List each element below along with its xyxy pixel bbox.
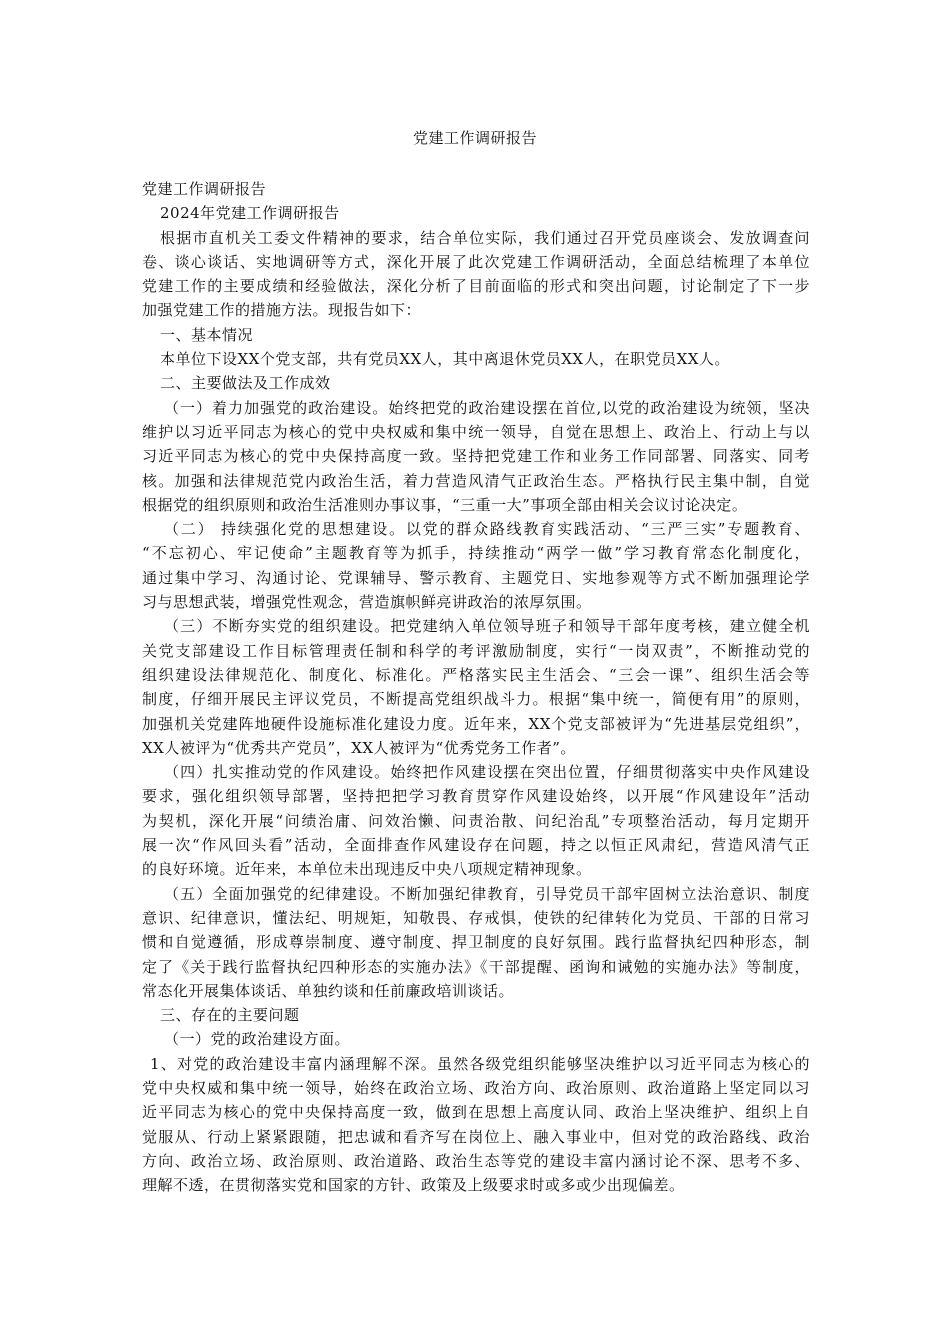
text-line: 觉服从、行动上紧紧跟随，把忠诚和看齐写在岗位上、融入事业中，但对党的政治路线、政治 — [142, 1127, 810, 1146]
text-line: 习与思想武装，增强党性观念，营造旗帜鲜亮讲政治的浓厚氛围。 — [142, 593, 592, 612]
text-line: 1、对党的政治建设丰富内涵理解不深。虽然各级党组织能够坚决维护以习近平同志为核心的 — [150, 1054, 810, 1073]
document-title: 党建工作调研报告 — [412, 129, 537, 147]
text-line: 常态化开展集体谈话、单独约谈和任前廉政培训谈话。 — [142, 981, 515, 1000]
text-line: 党中央权威和集中统一领导，始终在政治立场、政治方向、政治原则、政治道路上坚定同以习 — [142, 1078, 810, 1097]
text-line: 惯和自觉遵循，形成尊崇制度、遵守制度、捍卫制度的良好氛围。践行监督执纪四种形态，制 — [142, 933, 810, 952]
text-line: 维护以习近平同志为核心的党中央权威和集中统一领导，自觉在思想上、政治上、行动上与以 — [142, 422, 810, 441]
text-line: （一）着力加强党的政治建设。始终把党的政治建设摆在首位,以党的政治建设为统领，坚决 — [164, 398, 810, 417]
text-line: 近平同志为核心的党中央保持高度一致，做到在思想上高度认同、政治上坚决维护、组织上自 — [142, 1103, 810, 1122]
document-body — [142, 177, 810, 1197]
text-line: 习近平同志为核心的党中央保持高度一致。坚持把党建工作和业务工作同部署、同落实、同考 — [142, 447, 810, 466]
text-line: 展一次“作风回头看”活动，全面排查作风建设存在问题，持之以恒正风肃纪，营造风清气正 — [142, 836, 810, 855]
text-line: （二） 持续强化党的思想建设。以党的群众路线教育实践活动、“三严三实”专题教育、 — [164, 520, 810, 539]
text-line: （五）全面加强党的纪律建设。不断加强纪律教育，引导党员干部牢固树立法治意识、制度 — [164, 884, 810, 903]
text-line: 制度，仔细开展民主评议党员，不断提高党组织战斗力。根据“集中统一，简便有用”的原则， — [142, 690, 810, 709]
text-line: 要求，强化组织领导部署，坚持把把学习教育贯穿作风建设始终，以开展“作风建设年”活动 — [142, 787, 810, 806]
text-line: 一、基本情况 — [160, 325, 254, 344]
text-line: 二、主要做法及工作成效 — [160, 374, 331, 393]
text-line: 组织建设法律规范化、制度化、标准化。严格落实民主生活会、“三会一课”、组织生活会等 — [142, 665, 810, 684]
text-line: 意识、纪律意识，懂法纪、明规矩，知敬畏、存戒惧，使铁的纪律转化为党员、干部的日常习 — [142, 908, 810, 927]
text-line: XX人被评为“优秀共产党员”，XX人被评为“优秀党务工作者”。 — [142, 738, 576, 757]
text-line: 理解不透，在贯彻落实党和国家的方针、政策及上级要求时或多或少出现偏差。 — [142, 1176, 685, 1195]
text-line: 的良好环境。近年来，本单位未出现违反中央八项规定精神现象。 — [142, 860, 592, 879]
text-line: 通过集中学习、沟通讨论、党课辅导、警示教育、主题党日、实地参观等方式不断加强理论学 — [142, 568, 810, 587]
text-line: 方向、政治立场、政治原则、政治道路、政治生态等党的建设丰富内涵讨论不深、思考不多、 — [142, 1151, 810, 1170]
text-line: 根据市直机关工委文件精神的要求，结合单位实际，我们通过召开党员座谈会、发放调查问 — [160, 228, 810, 247]
text-line: 定了《关于践行监督执纪四种形态的实施办法》《干部提醒、函询和诫勉的实施办法》等制度， — [142, 957, 810, 976]
text-line: 卷、谈心谈话、实地调研等方式，深化开展了此次党建工作调研活动，全面总结梳理了本单位 — [142, 252, 810, 271]
text-line: 为契机，深化开展“问绩治庸、问效治懒、问责治散、问纪治乱”专项整治活动，每月定期开 — [142, 811, 810, 830]
text-line: （四）扎实推动党的作风建设。始终把作风建设摆在突出位置，仔细贯彻落实中央作风建设 — [164, 763, 810, 782]
text-line: “不忘初心、牢记使命”主题教育等为抓手，持续推动“两学一做”学习教育常态化制度化， — [142, 544, 810, 563]
text-line: 2024年党建工作调研报告 — [160, 204, 340, 223]
text-line: 核。加强和法律规范党内政治生活，着力营造风清气正政治生态。严格执行民主集中制，自觉 — [142, 471, 810, 490]
text-line: 党建工作的主要成绩和经验做法，深化分析了目前面临的形式和突出问题，讨论制定了下一步 — [142, 277, 810, 296]
text-line: （三）不断夯实党的组织建设。把党建纳入单位领导班子和领导干部年度考核，建立健全机 — [164, 617, 810, 636]
text-line: 根据党的组织原则和政治生活准则办事议事，“三重一大”事项全部由相关会议讨论决定。 — [142, 495, 748, 514]
text-line: 党建工作调研报告 — [142, 180, 267, 198]
text-line: 关党支部建设工作目标管理责任制和科学的考评激励制度，实行“一岗双责”，不断推动党的 — [142, 641, 810, 660]
text-line: 加强机关党建阵地硬件设施标准化建设力度。近年来，XX个党支部被评为“先进基层党组织”， — [142, 714, 810, 733]
text-line: 三、存在的主要问题 — [160, 1006, 300, 1025]
text-line: 加强党建工作的措施方法。现报告如下： — [142, 301, 422, 320]
text-line: （一）党的政治建设方面。 — [164, 1030, 351, 1049]
text-line: 本单位下设XX个党支部，共有党员XX人，其中离退休党员XX人，在职党员XX人。 — [160, 350, 730, 369]
